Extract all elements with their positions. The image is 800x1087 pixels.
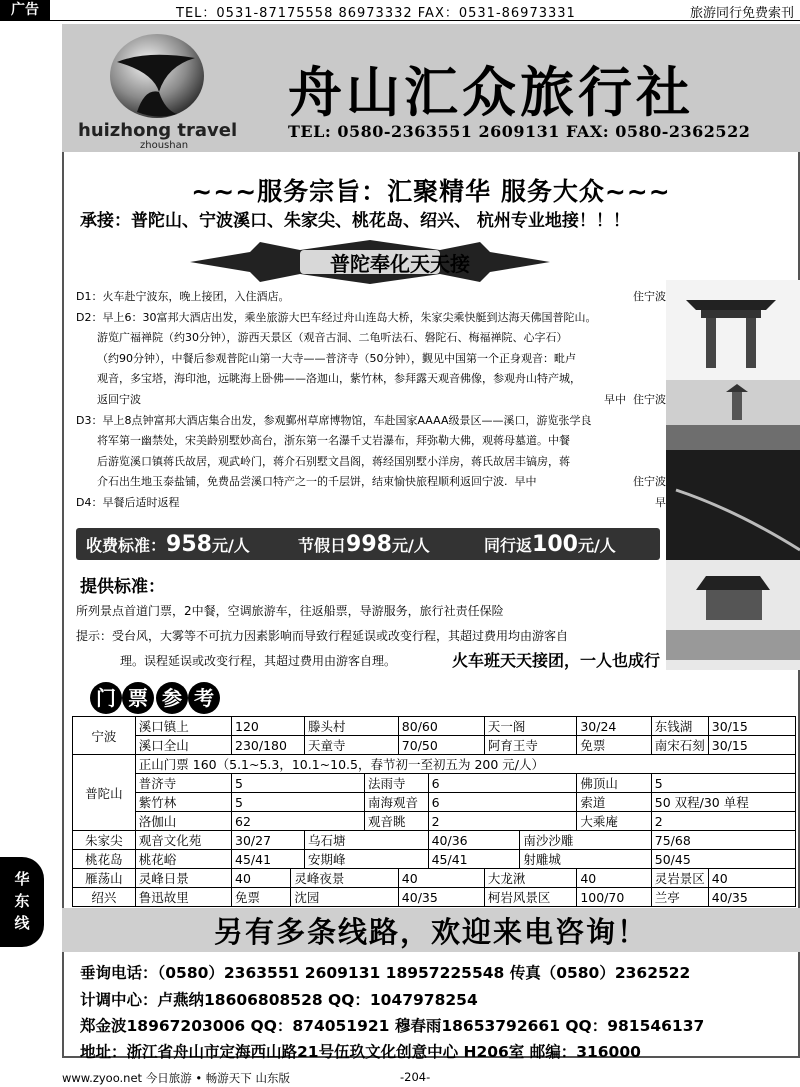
table-cell: 45/41 — [232, 850, 305, 869]
table-cell: 佛顶山 — [577, 774, 651, 793]
region-cell: 绍兴 — [73, 888, 136, 907]
table-cell: 阿育王寺 — [484, 736, 576, 755]
footer-publisher: www.zyoo.net 今日旅游 • 畅游天下 山东版 — [62, 1071, 290, 1085]
table-row — [73, 774, 796, 793]
table-cell: 50 双程/30 单程 — [651, 793, 795, 812]
putuo-main-gate-note: 正山门票 160（5.1~5.3，10.1~10.5，春节初一至初五为 200 元/人） — [135, 755, 795, 774]
table-cell: 50/45 — [651, 850, 795, 869]
table-cell: 30/15 — [708, 717, 795, 736]
itinerary-meal-lodging: 早中 住宁波 — [604, 393, 666, 406]
price-bar — [76, 528, 660, 560]
table-cell: 观音眺 — [364, 812, 428, 831]
table-cell: 洛伽山 — [135, 812, 231, 831]
itinerary-line — [76, 370, 666, 389]
table-cell: 紫竹林 — [135, 793, 231, 812]
table-cell: 5 — [651, 774, 795, 793]
table-row — [73, 869, 796, 888]
itinerary-line — [76, 329, 666, 348]
table-cell: 75/68 — [651, 831, 795, 850]
table-cell: 东钱湖 — [651, 717, 708, 736]
itinerary-text: D4：早餐后适时返程 — [76, 496, 180, 509]
table-row — [73, 717, 796, 736]
table-cell: 天童寺 — [305, 736, 399, 755]
tip-line-1: 提示：受台风，大雾等不可抗力因素影响而导致行程延误或改变行程，其超过费用均由游客自 — [76, 629, 569, 643]
table-cell: 南沙沙雕 — [520, 831, 651, 850]
logo-icon — [107, 32, 207, 120]
itinerary-meal-lodging: 住宁波 — [633, 475, 666, 489]
table-cell: 大乘庵 — [577, 812, 651, 831]
itinerary-line — [76, 432, 666, 451]
table-cell: 230/180 — [232, 736, 305, 755]
table-cell: 40 — [398, 869, 484, 888]
table-row — [73, 850, 796, 869]
itinerary-text: 介石出生地玉泰盐铺，免费品尝溪口特产之一的千层饼，结束愉快旅程顺利返回宁波. 早中 — [76, 475, 537, 489]
itinerary-text: （约90分钟），中餐后参观普陀山第一大寺——普济寺（50分钟），觐见中国第一个正身观音：毗卢 — [76, 351, 576, 365]
table-cell: 80/60 — [398, 717, 484, 736]
table-cell: 灵峰夜景 — [291, 869, 398, 888]
itinerary-meal-lodging: 早 — [655, 496, 666, 509]
table-cell: 6 — [428, 793, 577, 812]
table-cell: 滕头村 — [305, 717, 399, 736]
brand-location: zhoushan — [140, 140, 189, 151]
itinerary-line — [76, 412, 666, 431]
table-row — [73, 831, 796, 850]
publisher-slogan: 旅游同行免费索刊 — [689, 6, 794, 21]
ticket-badge-1: 门 — [90, 682, 122, 714]
table-row — [73, 736, 796, 755]
ticket-badge-4: 考 — [188, 682, 220, 714]
itinerary-text: 将军第一幽禁处，宋美龄别墅妙高台，浙东第一名瀑千丈岩瀑布，拜弥勒大佛，观蒋母墓道。中餐 — [76, 434, 570, 448]
table-row — [73, 755, 796, 774]
region-cell: 雁荡山 — [73, 869, 136, 888]
itinerary-text: 游览广福禅院（约30分钟），游西天景区（观音古洞、二龟听法石、磐陀石、梅福禅院、心字石） — [76, 331, 568, 345]
region-cell: 宁波 — [73, 717, 136, 755]
itinerary-text: D2：早上6：30富邦大酒店出发，乘坐旅游大巴车经过舟山连岛大桥，朱家尖乘快艇到达海天佛国普陀山。 — [76, 310, 597, 324]
itinerary-line — [76, 350, 666, 369]
ticket-badge-3: 参 — [156, 682, 188, 714]
company-name: 舟山汇众旅行社 — [288, 60, 694, 124]
publisher-contact: TEL：0531-87175558 86973332 FAX：0531-86973331 — [176, 6, 576, 21]
table-cell: 2 — [651, 812, 795, 831]
table-row — [73, 793, 796, 812]
table-row — [73, 812, 796, 831]
table-row — [73, 888, 796, 907]
ticket-price-table — [72, 716, 796, 907]
table-cell: 5 — [232, 793, 365, 812]
table-cell: 40/35 — [398, 888, 484, 907]
table-cell: 40 — [577, 869, 651, 888]
table-cell: 南海观音 — [364, 793, 428, 812]
service-motto: ~~~服务宗旨：汇聚精华 服务大众~~~ — [191, 177, 671, 206]
table-cell: 62 — [232, 812, 365, 831]
itinerary-text: 返回宁波 — [76, 393, 141, 406]
table-cell: 柯岩风景区 — [484, 888, 576, 907]
table-cell: 100/70 — [577, 888, 651, 907]
table-cell: 5 — [232, 774, 365, 793]
table-cell: 40/35 — [708, 888, 795, 907]
ticket-badge-2: 票 — [122, 682, 154, 714]
table-cell: 30/27 — [232, 831, 305, 850]
table-cell: 40 — [232, 869, 291, 888]
table-cell: 天一阁 — [484, 717, 576, 736]
table-cell: 普济寺 — [135, 774, 231, 793]
train-group-note: 火车班天天接团，一人也成行 — [452, 651, 661, 670]
table-cell: 鲁迅故里 — [135, 888, 231, 907]
table-cell: 沈园 — [291, 888, 398, 907]
table-cell: 兰亭 — [651, 888, 708, 907]
standard-title: 提供标准： — [80, 577, 165, 597]
region-cell: 桃花岛 — [73, 850, 136, 869]
route-title: 普陀奉化天天接 — [330, 252, 470, 276]
table-cell: 南宋石刻 — [651, 736, 708, 755]
contact-hotline: 垂询电话：（0580）2363551 2609131 18957225548 传真（0580）2362522 — [80, 964, 691, 982]
table-cell: 120 — [232, 717, 305, 736]
itinerary-line — [76, 309, 666, 328]
itinerary-text: D1：火车赴宁波东，晚上接团，入住酒店。 — [76, 290, 290, 303]
more-lines-text: 另有多条线路，欢迎来电咨询！ — [213, 915, 648, 949]
contact-address: 地址：浙江省舟山市定海西山路21号伍玖文化创意中心 H206室 邮编：316000 — [80, 1043, 641, 1061]
itinerary-line — [76, 453, 666, 472]
itinerary-text: 后游览溪口镇蒋氏故居，观武岭门，蒋介石别墅文昌阁，蒋经国别墅小洋房，蒋氏故居丰镐房，蒋 — [76, 454, 570, 468]
table-cell: 射雕城 — [520, 850, 651, 869]
page-number: -204- — [400, 1070, 431, 1084]
company-contact: TEL: 0580-2363551 2609131 FAX: 0580-2362522 — [288, 122, 751, 141]
table-cell: 免票 — [232, 888, 291, 907]
table-cell: 40 — [708, 869, 795, 888]
table-cell: 45/41 — [428, 850, 520, 869]
price-holiday: 节假日998元/人 — [298, 532, 430, 557]
destinations-line: 承接：普陀山、宁波溪口、朱家尖、桃花岛、绍兴、 杭州专业地接！！！ — [80, 211, 630, 231]
scenery-photos — [666, 280, 800, 670]
table-cell: 灵岩景区 — [651, 869, 708, 888]
ad-label: 广告 — [0, 0, 50, 20]
table-cell: 灵峰日景 — [135, 869, 231, 888]
table-cell: 法雨寺 — [364, 774, 428, 793]
itinerary-line — [76, 288, 666, 307]
table-cell: 大龙湫 — [484, 869, 576, 888]
table-cell: 溪口镇上 — [135, 717, 231, 736]
region-cell: 普陀山 — [73, 755, 136, 831]
itinerary-line — [76, 391, 666, 410]
itinerary-meal-lodging: 住宁波 — [633, 290, 666, 303]
price-standard: 收费标准：958元/人 — [86, 532, 250, 557]
itinerary-text: D3：早上8点钟富邦大酒店集合出发，参观鄞州草席博物馆，车赴国家AAAA级景区——溪口，游览张学良 — [76, 413, 592, 427]
table-cell: 安期峰 — [305, 850, 429, 869]
table-cell: 乌石塘 — [305, 831, 429, 850]
price-agent-rebate: 同行返100元/人 — [484, 532, 616, 557]
table-cell: 40/36 — [428, 831, 520, 850]
contact-staff: 郑金波18967203006 QQ：874051921 穆春雨18653792661 QQ：981546137 — [80, 1017, 705, 1035]
table-cell: 观音文化苑 — [135, 831, 231, 850]
table-cell: 30/24 — [577, 717, 651, 736]
table-cell: 桃花峪 — [135, 850, 231, 869]
tip-line-2: 理。误程延误或改变行程，其超过费用由游客自理。 — [120, 654, 397, 668]
table-cell: 30/15 — [708, 736, 795, 755]
table-cell: 溪口全山 — [135, 736, 231, 755]
table-cell: 6 — [428, 774, 577, 793]
itinerary-line — [76, 494, 666, 513]
contact-planning: 计调中心：卢燕纳18606808528 QQ：1047978254 — [80, 991, 478, 1009]
table-cell: 70/50 — [398, 736, 484, 755]
table-cell: 2 — [428, 812, 577, 831]
table-cell: 免票 — [577, 736, 651, 755]
standard-includes: 所列景点首道门票，2中餐，空调旅游车，往返船票，导游服务，旅行社责任保险 — [76, 604, 504, 618]
brand-english-name: huizhong travel — [78, 120, 238, 141]
section-side-tab-label: 华东线 — [14, 870, 30, 932]
itinerary-line — [76, 473, 666, 492]
itinerary — [76, 288, 666, 518]
itinerary-text: 观音，多宝塔，海印池，远眺海上卧佛——洛迦山，紫竹林，参拜露天观音佛像，参观舟山特产城， — [76, 372, 581, 386]
region-cell: 朱家尖 — [73, 831, 136, 850]
table-cell: 索道 — [577, 793, 651, 812]
